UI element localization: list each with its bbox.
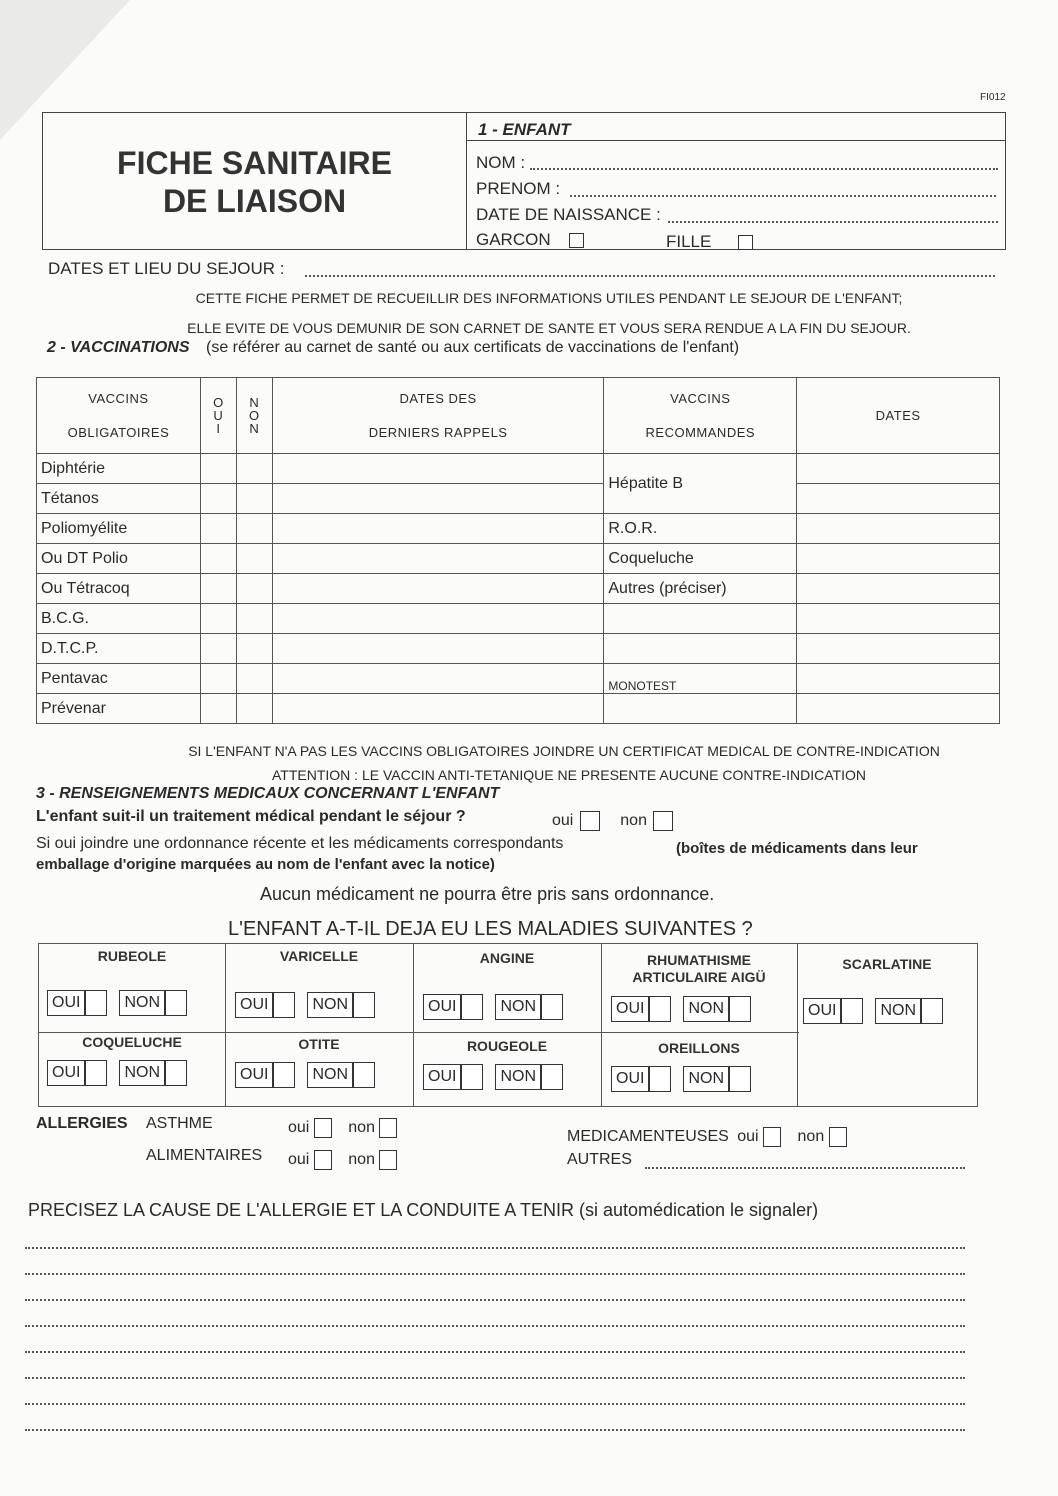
certificat-notice: SI L'ENFANT N'A PAS LES VACCINS OBLIGATOIRES JOINDRE UN CERTIFICAT MEDICAL DE CONTRE-INDICATION — [188, 743, 940, 759]
section2-note: (se référer au carnet de santé ou aux certificats de vaccinations de l'enfant) — [205, 339, 740, 356]
vaccine-name: Ou Tétracoq — [37, 574, 201, 604]
rappel-date-cell[interactable] — [272, 514, 604, 544]
precisez-line[interactable] — [25, 1351, 965, 1353]
section2-title: 2 - VACCINATIONS — [47, 339, 190, 356]
treatment-question: L'enfant suit-il un traitement médical pendant le séjour ? — [36, 808, 466, 825]
oui-checkbox[interactable] — [841, 998, 863, 1024]
vaccine-row — [37, 694, 1000, 724]
non-label: NON — [119, 990, 165, 1016]
header-title-panel — [42, 112, 467, 250]
oui-cell[interactable] — [200, 484, 236, 514]
rhumatisme-answer — [611, 996, 751, 1022]
otite-answer — [235, 1062, 375, 1088]
oui-cell[interactable] — [200, 634, 236, 664]
alimentaires-non-label: non — [348, 1151, 375, 1169]
header-vaccins: VACCINS — [88, 390, 149, 406]
vaccine-row — [37, 664, 1000, 694]
section1-title: 1 - ENFANT — [478, 120, 571, 139]
header-obligatoires: OBLIGATOIRES — [67, 424, 170, 440]
recommended-vaccine-name: Autres (préciser) — [604, 574, 797, 604]
rhumatisme-line-1: RHUMATHISME — [647, 952, 751, 968]
precisez-line[interactable] — [25, 1273, 965, 1275]
section3-title: 3 - RENSEIGNEMENTS MEDICAUX CONCERNANT L'ENFANT — [36, 785, 500, 802]
recommended-vaccine-name: R.O.R. — [604, 514, 797, 544]
medicamenteuses-non-label: non — [797, 1128, 825, 1146]
header-non-o: O — [249, 408, 260, 423]
header-dates-rappels — [272, 378, 604, 454]
medicamenteuses-non-checkbox[interactable] — [829, 1127, 847, 1147]
medicamenteuses-oui-checkbox[interactable] — [763, 1127, 781, 1147]
asthme-non-label: non — [348, 1119, 375, 1137]
precisez-line[interactable] — [25, 1377, 965, 1379]
rougeole-answer — [423, 1064, 563, 1090]
header-non-n2: N — [249, 421, 260, 436]
recommended-date-cell[interactable] — [797, 544, 1000, 574]
vaccine-name: Pentavac — [37, 664, 201, 694]
non-label: NON — [495, 994, 541, 1020]
oui-checkbox[interactable] — [461, 994, 483, 1020]
oui-label: OUI — [611, 996, 649, 1022]
oui-label: OUI — [235, 992, 273, 1018]
grid-col-divider — [225, 944, 226, 1106]
recommended-date-cell[interactable] — [797, 574, 1000, 604]
sejour-field[interactable] — [305, 275, 995, 277]
non-cell[interactable] — [236, 634, 272, 664]
varicelle-answer — [235, 992, 375, 1018]
oui-cell[interactable] — [200, 664, 236, 694]
oui-checkbox[interactable] — [649, 1066, 671, 1092]
fille-checkbox[interactable] — [738, 235, 753, 250]
recommended-vaccine-blank[interactable] — [604, 694, 797, 724]
header-vaccins-obligatoires — [37, 378, 201, 454]
non-label: NON — [683, 996, 729, 1022]
scarlatine-answer — [803, 998, 943, 1024]
rubeole-answer — [47, 990, 187, 1016]
asthme-non-checkbox[interactable] — [379, 1118, 397, 1138]
non-label: NON — [683, 1066, 729, 1092]
alimentaires-label: ALIMENTAIRES — [146, 1147, 263, 1164]
rappel-date-cell[interactable] — [272, 694, 604, 724]
non-label: NON — [307, 1062, 353, 1088]
rappel-date-cell[interactable] — [272, 574, 604, 604]
emballage-note: emballage d'origine marquées au nom de l'enfant avec la notice) — [36, 856, 495, 873]
non-cell[interactable] — [236, 664, 272, 694]
autres-label: AUTRES — [567, 1151, 632, 1168]
oui-checkbox[interactable] — [461, 1064, 483, 1090]
header-recommandes: RECOMMANDES — [645, 424, 756, 440]
section1-divider — [467, 140, 1006, 141]
oui-cell[interactable] — [200, 544, 236, 574]
recommended-date-cell[interactable] — [797, 484, 1000, 514]
oui-cell[interactable] — [200, 694, 236, 724]
vaccine-row — [37, 454, 1000, 484]
grid-row-divider — [39, 1032, 799, 1033]
non-cell[interactable] — [236, 604, 272, 634]
treatment-oui-checkbox[interactable] — [580, 811, 600, 831]
asthme-oui-label: oui — [288, 1119, 310, 1137]
vaccinations-header-row — [37, 378, 1000, 454]
non-checkbox[interactable] — [165, 1060, 187, 1086]
alimentaires-non-checkbox[interactable] — [379, 1150, 397, 1170]
grid-col-divider — [413, 944, 414, 1106]
vaccine-name: D.T.C.P. — [37, 634, 201, 664]
garcon-checkbox[interactable] — [569, 233, 584, 248]
non-cell[interactable] — [236, 454, 272, 484]
vaccine-row — [37, 514, 1000, 544]
oui-label: OUI — [235, 1062, 273, 1088]
nom-label: NOM : — [476, 153, 526, 172]
recommended-date-cell[interactable] — [797, 604, 1000, 634]
disease-rhumatisme — [601, 952, 797, 986]
alimentaires-oui-checkbox[interactable] — [314, 1150, 332, 1170]
non-checkbox[interactable] — [541, 1064, 563, 1090]
recommended-vaccine-blank[interactable] — [604, 604, 797, 634]
recommended-date-cell[interactable] — [797, 454, 1000, 484]
treatment-non-label: non — [620, 812, 647, 830]
header-vaccins-2: VACCINS — [670, 390, 731, 406]
precisez-line[interactable] — [25, 1299, 965, 1301]
date-naissance-label: DATE DE NAISSANCE : — [476, 205, 661, 224]
fille-option — [666, 232, 753, 252]
header-non — [236, 378, 272, 454]
oui-label: OUI — [611, 1066, 649, 1092]
oui-label: OUI — [47, 990, 85, 1016]
si-oui-note: Si oui joindre une ordonnance récente et les médicaments correspondants — [36, 835, 564, 852]
alimentaires-oui-label: oui — [288, 1151, 310, 1169]
fille-label: FILLE — [666, 232, 712, 251]
recommended-date-cell[interactable] — [797, 664, 1000, 694]
header-dates: DATES — [797, 378, 1000, 454]
precisez-line[interactable] — [25, 1325, 965, 1327]
non-label: NON — [875, 998, 921, 1024]
non-checkbox[interactable] — [165, 990, 187, 1016]
oui-label: OUI — [47, 1060, 85, 1086]
vaccine-row — [37, 574, 1000, 604]
disease-otite: OTITE — [298, 1036, 340, 1052]
oui-checkbox[interactable] — [85, 1060, 107, 1086]
disease-varicelle: VARICELLE — [279, 948, 359, 964]
rappel-date-cell[interactable] — [272, 454, 604, 484]
rappel-date-cell[interactable] — [272, 664, 604, 694]
recommended-date-cell[interactable] — [797, 634, 1000, 664]
rappel-date-cell[interactable] — [272, 544, 604, 574]
maladies-grid — [38, 943, 978, 1107]
disease-oreillons: OREILLONS — [658, 1040, 740, 1056]
medicamenteuses-label: MEDICAMENTEUSES — [567, 1128, 729, 1146]
angine-answer — [423, 994, 563, 1020]
disease-rougeole: ROUGEOLE — [466, 1038, 548, 1054]
allergies-label: ALLERGIES — [36, 1115, 128, 1132]
form-code: FI012 — [980, 92, 1006, 103]
non-cell[interactable] — [236, 514, 272, 544]
header-oui-o: O — [213, 395, 224, 410]
vaccine-row — [37, 484, 1000, 514]
recommended-vaccine-name: Hépatite B — [604, 454, 797, 514]
nom-field[interactable] — [530, 168, 998, 170]
header-oui — [200, 378, 236, 454]
header-non-n: N — [249, 395, 260, 410]
precisez-line[interactable] — [25, 1403, 965, 1405]
header-oui-i: I — [216, 421, 221, 436]
oui-label: OUI — [803, 998, 841, 1024]
precisez-line[interactable] — [25, 1429, 965, 1431]
date-naissance-field[interactable] — [668, 221, 998, 223]
precisez-label: PRECISEZ LA CAUSE DE L'ALLERGIE ET LA CONDUITE A TENIR (si automédication le signaler) — [28, 1200, 819, 1220]
alimentaires-answer — [288, 1150, 397, 1170]
vaccine-name: Ou DT Polio — [37, 544, 201, 574]
oui-checkbox[interactable] — [273, 1062, 295, 1088]
garcon-option — [476, 230, 584, 250]
recommended-vaccine-blank[interactable] — [604, 634, 797, 664]
recommended-date-cell[interactable] — [797, 514, 1000, 544]
non-checkbox[interactable] — [729, 1066, 751, 1092]
oui-checkbox[interactable] — [85, 990, 107, 1016]
rhumatisme-line-2: ARTICULAIRE AIGÜ — [632, 969, 766, 985]
vaccine-name: Diphtérie — [37, 454, 201, 484]
prenom-field[interactable] — [570, 195, 996, 197]
non-checkbox[interactable] — [729, 996, 751, 1022]
vaccinations-table — [36, 377, 1000, 724]
vaccine-row — [37, 634, 1000, 664]
medicamenteuses-row — [567, 1127, 847, 1147]
garcon-label: GARCON — [476, 230, 551, 249]
disease-angine: ANGINE — [479, 950, 535, 966]
rappel-date-cell[interactable] — [272, 604, 604, 634]
sejour-label: DATES ET LIEU DU SEJOUR : — [48, 259, 285, 278]
vaccine-row — [37, 544, 1000, 574]
maladies-title: L'ENFANT A-T-IL DEJA EU LES MALADIES SUIVANTES ? — [228, 918, 753, 940]
intro-line-2: ELLE EVITE DE VOUS DEMUNIR DE SON CARNET DE SANTE ET VOUS SERA RENDUE A LA FIN DU SEJOUR. — [187, 320, 911, 336]
non-cell[interactable] — [236, 694, 272, 724]
vaccine-name: Tétanos — [37, 484, 201, 514]
non-checkbox[interactable] — [921, 998, 943, 1024]
oui-cell[interactable] — [200, 574, 236, 604]
precisez-line[interactable] — [25, 1247, 965, 1249]
recommended-vaccine-name: MONOTEST — [604, 664, 797, 694]
oui-checkbox[interactable] — [273, 992, 295, 1018]
non-checkbox[interactable] — [541, 994, 563, 1020]
treatment-oui-label: oui — [552, 812, 574, 830]
oreillons-answer — [611, 1066, 751, 1092]
oui-label: OUI — [423, 994, 461, 1020]
disease-scarlatine: SCARLATINE — [842, 956, 932, 972]
non-cell[interactable] — [236, 484, 272, 514]
aucun-medicament-note: Aucun médicament ne pourra être pris sans ordonnance. — [260, 884, 715, 904]
vaccine-name: B.C.G. — [37, 604, 201, 634]
non-cell[interactable] — [236, 574, 272, 604]
asthme-oui-checkbox[interactable] — [314, 1118, 332, 1138]
oui-checkbox[interactable] — [649, 996, 671, 1022]
header-derniers-rappels: DERNIERS RAPPELS — [368, 424, 508, 440]
vaccine-name: Poliomyélite — [37, 514, 201, 544]
oui-cell[interactable] — [200, 454, 236, 484]
boites-note: (boîtes de médicaments dans leur — [676, 840, 918, 857]
header-vaccins-recommandes — [604, 378, 797, 454]
disease-coqueluche: COQUELUCHE — [82, 1034, 182, 1050]
non-label: NON — [495, 1064, 541, 1090]
recommended-vaccine-name: Coqueluche — [604, 544, 797, 574]
header-oui-u: U — [213, 408, 224, 423]
prenom-label: PRENOM : — [476, 179, 561, 198]
treatment-answer — [552, 811, 673, 831]
attention-notice: ATTENTION : LE VACCIN ANTI-TETANIQUE NE PRESENTE AUCUNE CONTRE-INDICATION — [271, 767, 866, 783]
title-line-2: DE LIAISON — [162, 183, 347, 219]
non-checkbox[interactable] — [353, 992, 375, 1018]
non-label: NON — [119, 1060, 165, 1086]
autres-field[interactable] — [645, 1167, 965, 1169]
non-cell[interactable] — [236, 544, 272, 574]
non-checkbox[interactable] — [353, 1062, 375, 1088]
oui-label: OUI — [423, 1064, 461, 1090]
disease-rubeole: RUBEOLE — [97, 948, 167, 964]
asthme-label: ASTHME — [146, 1115, 213, 1132]
rappel-date-cell[interactable] — [272, 484, 604, 514]
treatment-non-checkbox[interactable] — [653, 811, 673, 831]
coqueluche-answer — [47, 1060, 187, 1086]
header-dates-des: DATES DES — [399, 390, 477, 406]
section2-heading — [47, 339, 739, 357]
recommended-date-cell[interactable] — [797, 694, 1000, 724]
non-label: NON — [307, 992, 353, 1018]
oui-cell[interactable] — [200, 604, 236, 634]
oui-cell[interactable] — [200, 514, 236, 544]
vaccine-name: Prévenar — [37, 694, 201, 724]
asthme-answer — [288, 1118, 397, 1138]
title-line-1: FICHE SANITAIRE — [117, 145, 392, 181]
medicamenteuses-oui-label: oui — [737, 1128, 759, 1146]
rappel-date-cell[interactable] — [272, 634, 604, 664]
intro-line-1: CETTE FICHE PERMET DE RECUEILLIR DES INFORMATIONS UTILES PENDANT LE SEJOUR DE L'ENFANT; — [195, 290, 903, 306]
vaccine-row — [37, 604, 1000, 634]
